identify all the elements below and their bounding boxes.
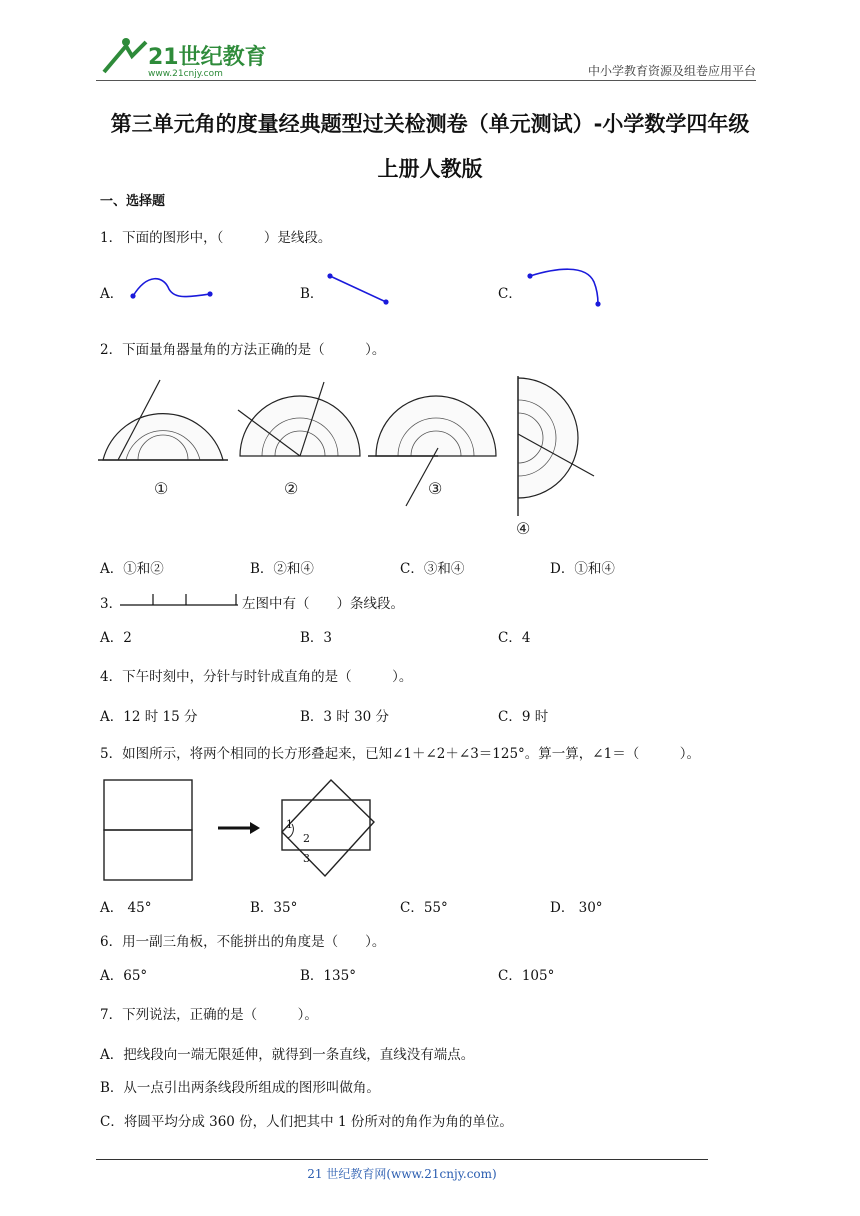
q4-option-c[interactable]: C．9 时 — [498, 709, 549, 725]
platform-name: 中小学教育资源及组卷应用平台 — [587, 64, 756, 78]
svg-text:①: ① — [154, 479, 169, 498]
question-2: 2．下面量角器量角的方法正确的是（ ）。 — [100, 342, 386, 358]
q2-option-a[interactable]: A．①和② — [100, 561, 164, 577]
question-4: 4．下午时刻中，分针与时针成直角的是（ ）。 — [100, 669, 413, 685]
question-3: 左图中有（ ）条线段。 — [242, 596, 404, 612]
svg-text:3: 3 — [303, 852, 310, 865]
question-6: 6．用一副三角板，不能拼出的角度是（ ）。 — [100, 934, 386, 950]
svg-text:1: 1 — [286, 818, 293, 831]
site-logo — [96, 34, 266, 80]
q2-option-d[interactable]: D．①和④ — [550, 561, 615, 577]
footer-link[interactable]: 21 世纪教育网(www.21cnjy.com) — [307, 1167, 497, 1181]
q5-option-c[interactable]: C．55° — [400, 900, 448, 916]
page-title-line1: 第三单元角的度量经典题型过关检测卷（单元测试）-小学数学四年级 — [110, 112, 750, 136]
q5-option-a[interactable]: A． 45° — [100, 900, 152, 916]
q1-segment-b — [324, 270, 394, 310]
q1-curve-c — [526, 264, 606, 310]
q3-option-c[interactable]: C．4 — [498, 630, 531, 646]
protractor-figures — [98, 376, 598, 541]
q3-segment-figure — [120, 592, 242, 608]
svg-text:www.21cnjy.com: www.21cnjy.com — [148, 69, 223, 79]
protractor-3 — [368, 396, 496, 506]
q2-option-c[interactable]: C．③和④ — [400, 561, 465, 577]
footer-divider — [96, 1159, 708, 1160]
section-heading: 一、选择题 — [100, 194, 166, 209]
q1-option-a[interactable]: A． — [100, 286, 124, 302]
q1-option-c[interactable]: C． — [498, 286, 522, 302]
q5-option-d[interactable]: D． 30° — [550, 900, 603, 916]
svg-text:2: 2 — [303, 832, 310, 845]
svg-text:③: ③ — [428, 479, 443, 498]
q6-option-c[interactable]: C．105° — [498, 968, 555, 984]
q7-option-b[interactable]: B．从一点引出两条线段所组成的图形叫做角。 — [100, 1080, 380, 1096]
q7-option-a[interactable]: A．把线段向一端无限延伸，就得到一条直线，直线没有端点。 — [100, 1047, 475, 1063]
question-3-number: 3． — [100, 596, 123, 612]
q6-option-a[interactable]: A．65° — [100, 968, 148, 984]
svg-text:21世纪教育: 21世纪教育 — [148, 45, 267, 70]
q1-option-b[interactable]: B． — [300, 286, 324, 302]
q3-option-a[interactable]: A．2 — [100, 630, 132, 646]
q5-option-b[interactable]: B．35° — [250, 900, 298, 916]
q2-option-b[interactable]: B．②和④ — [250, 561, 314, 577]
protractor-4 — [516, 376, 594, 538]
runner-logo-icon — [104, 42, 146, 72]
q4-option-b[interactable]: B．3 时 30 分 — [300, 709, 390, 725]
question-5: 5．如图所示，将两个相同的长方形叠起来，已知∠1＋∠2＋∠3＝125°。算一算，∠1＝（ ）。 — [100, 746, 700, 762]
q5-rectangles-figure — [100, 776, 390, 886]
svg-text:②: ② — [284, 479, 299, 498]
q6-option-b[interactable]: B．135° — [300, 968, 356, 984]
question-7: 7．下列说法，正确的是（ ）。 — [100, 1007, 318, 1023]
svg-text:④: ④ — [516, 519, 531, 538]
q7-option-c[interactable]: C．将圆平均分成 360 份，人们把其中 1 份所对的角作为角的单位。 — [100, 1114, 513, 1130]
question-1: 1．下面的图形中，（ ）是线段。 — [100, 230, 332, 246]
protractor-2 — [238, 382, 360, 498]
header-divider — [96, 80, 756, 81]
page-title-line2: 上册人教版 — [377, 157, 483, 181]
protractor-1 — [98, 380, 228, 498]
q4-option-a[interactable]: A．12 时 15 分 — [100, 709, 198, 725]
q3-option-b[interactable]: B．3 — [300, 630, 333, 646]
q1-curve-a — [128, 272, 218, 302]
